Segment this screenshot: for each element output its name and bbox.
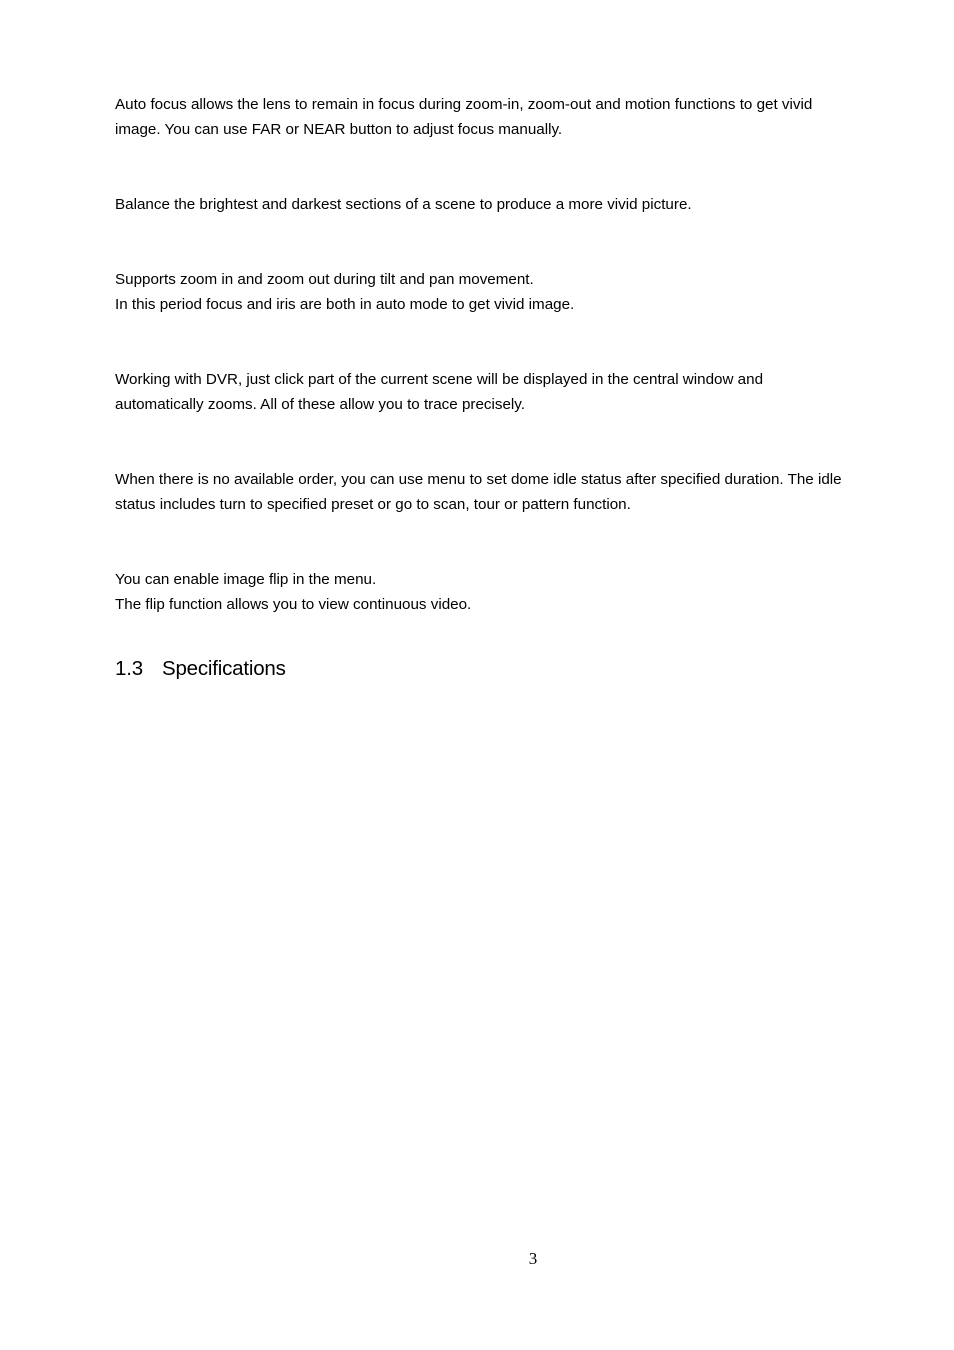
section-number: 1.3 [115, 657, 143, 680]
paragraph-line: You can enable image flip in the menu. [115, 571, 377, 588]
idle-status-paragraph [115, 467, 930, 517]
image-flip-paragraph [115, 567, 930, 617]
paragraph-line: Balance the brightest and darkest sections of a scene to produce a more vivid picture. [115, 196, 692, 213]
page-number: 3 [528, 1249, 538, 1268]
zoom-paragraph [115, 267, 930, 317]
paragraph-line: The flip function allows you to view continuous video. [115, 596, 472, 613]
paragraph-line: When there is no available order, you can use menu to set dome idle status after specified duration. The idle [115, 471, 842, 488]
paragraph-line: Supports zoom in and zoom out during tilt and pan movement. [115, 271, 534, 288]
paragraph-line: status includes turn to specified preset or go to scan, tour or pattern function. [115, 496, 631, 513]
paragraph-line: Auto focus allows the lens to remain in focus during zoom-in, zoom-out and motion functions to get vivid [115, 96, 813, 113]
paragraph-line: image. You can use FAR or NEAR button to adjust focus manually. [115, 121, 563, 138]
auto-focus-paragraph [115, 92, 930, 142]
dvr-paragraph [115, 367, 930, 417]
balance-paragraph [115, 192, 930, 217]
paragraph-line: automatically zooms. All of these allow you to trace precisely. [115, 396, 525, 413]
section-heading [115, 655, 286, 683]
paragraph-line: In this period focus and iris are both in auto mode to get vivid image. [115, 296, 575, 313]
section-title: Specifications [162, 657, 286, 680]
paragraph-line: Working with DVR, just click part of the current scene will be displayed in the central window and [115, 371, 764, 388]
